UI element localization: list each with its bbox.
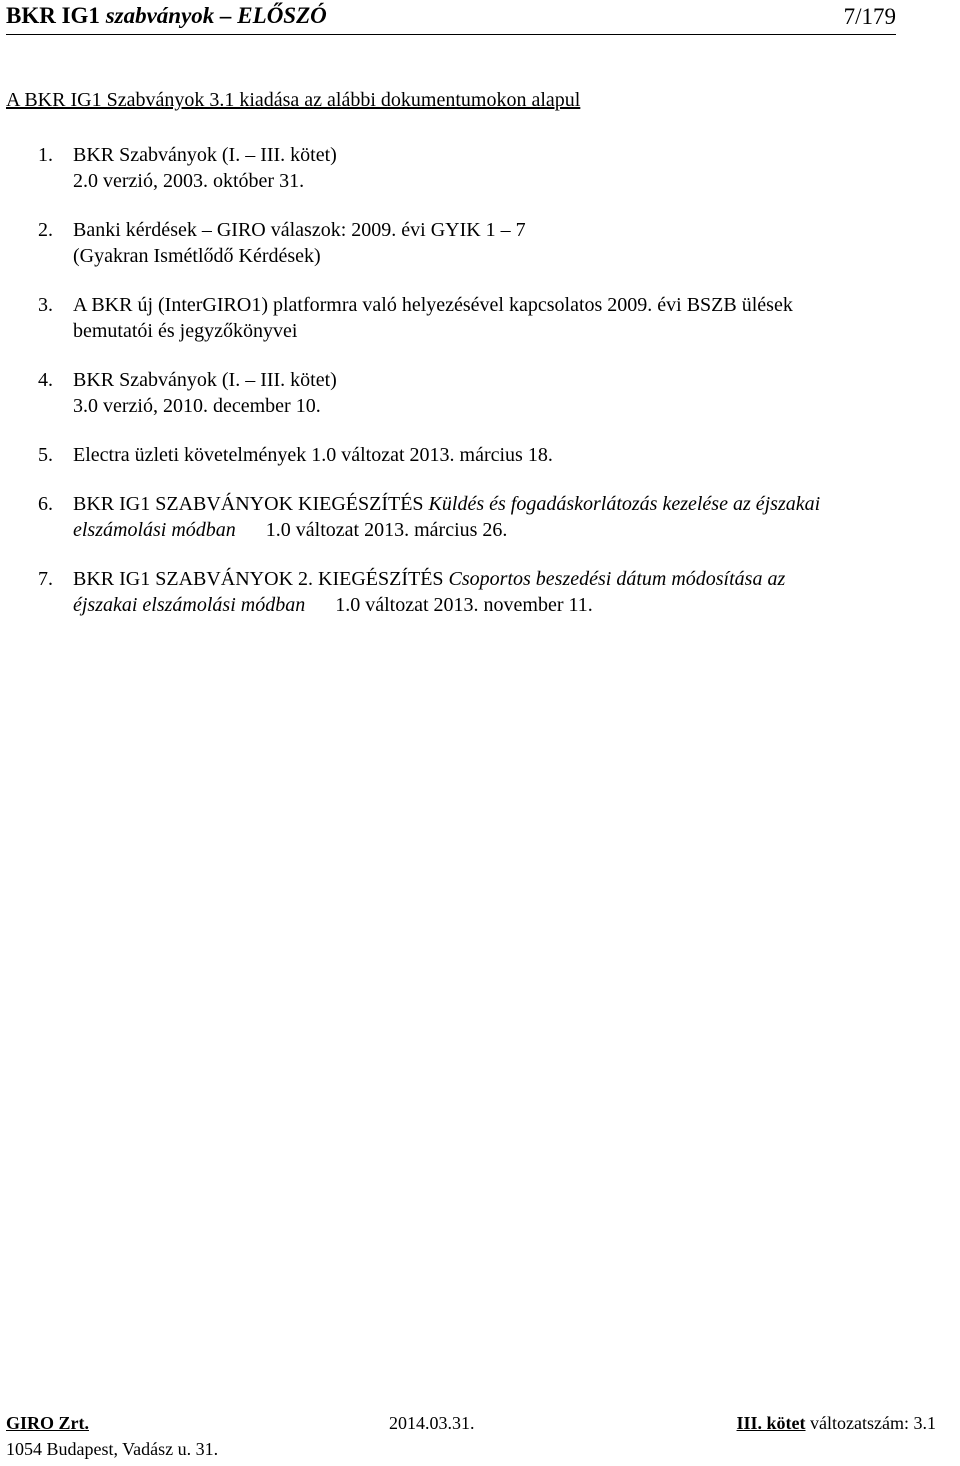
list-item-number: 4. [38,369,53,391]
list-item-line: BKR IG1 SZABVÁNYOK KIEGÉSZÍTÉS Küldés és fogadáskorlátozás kezelése az éjszakai [73,493,821,515]
list-item-number: 6. [38,493,53,515]
list-item [38,217,938,269]
list-item-line: BKR Szabványok (I. – III. kötet) [73,144,337,166]
list-item [38,367,938,419]
list-item-line: A BKR új (InterGIRO1) platformra való helyezésével kapcsolatos 2009. évi BSZB ülések [73,294,793,316]
intro-heading: A BKR IG1 Szabványok 3.1 kiadása az alábbi dokumentumokon alapul [6,89,581,111]
list-item-line: BKR IG1 SZABVÁNYOK 2. KIEGÉSZÍTÉS Csoportos beszedési dátum módosítása az [73,568,786,590]
list-item-line: 3.0 verzió, 2010. december 10. [73,395,321,417]
list-item-number: 1. [38,144,53,166]
list-item [38,566,938,618]
footer-date: 2014.03.31. [389,1413,475,1433]
list-item-line: éjszakai elszámolási módban 1.0 változat 2013. november 11. [73,594,593,616]
footer-company: GIRO Zrt. [6,1413,89,1433]
list-item-line: Banki kérdések – GIRO válaszok: 2009. évi GYIK 1 – 7 [73,219,526,241]
list-item-number: 7. [38,568,53,590]
document-title: BKR IG1 szabványok – ELŐSZÓ [6,3,327,28]
footer-version: III. kötet változatszám: 3.1 [736,1413,936,1433]
footer-address: 1054 Budapest, Vadász u. 31. [6,1439,219,1459]
list-item-line: BKR Szabványok (I. – III. kötet) [73,369,337,391]
page-number: 7/179 [843,4,896,29]
page-header [6,2,896,35]
list-item [38,491,938,543]
list-item-line: 2.0 verzió, 2003. október 31. [73,170,305,192]
list-item-number: 2. [38,219,53,241]
list-item [38,442,938,468]
list-item-number: 3. [38,294,53,316]
source-document-list [38,142,938,618]
list-item-line: bemutatói és jegyzőkönyvei [73,320,298,342]
list-item-line: (Gyakran Ismétlődő Kérdések) [73,245,321,267]
list-item [38,292,938,344]
list-item-line: elszámolási módban 1.0 változat 2013. március 26. [73,519,508,541]
list-item [38,142,938,194]
list-item-line: Electra üzleti követelmények 1.0 változat 2013. március 18. [73,444,553,466]
list-item-number: 5. [38,444,53,466]
